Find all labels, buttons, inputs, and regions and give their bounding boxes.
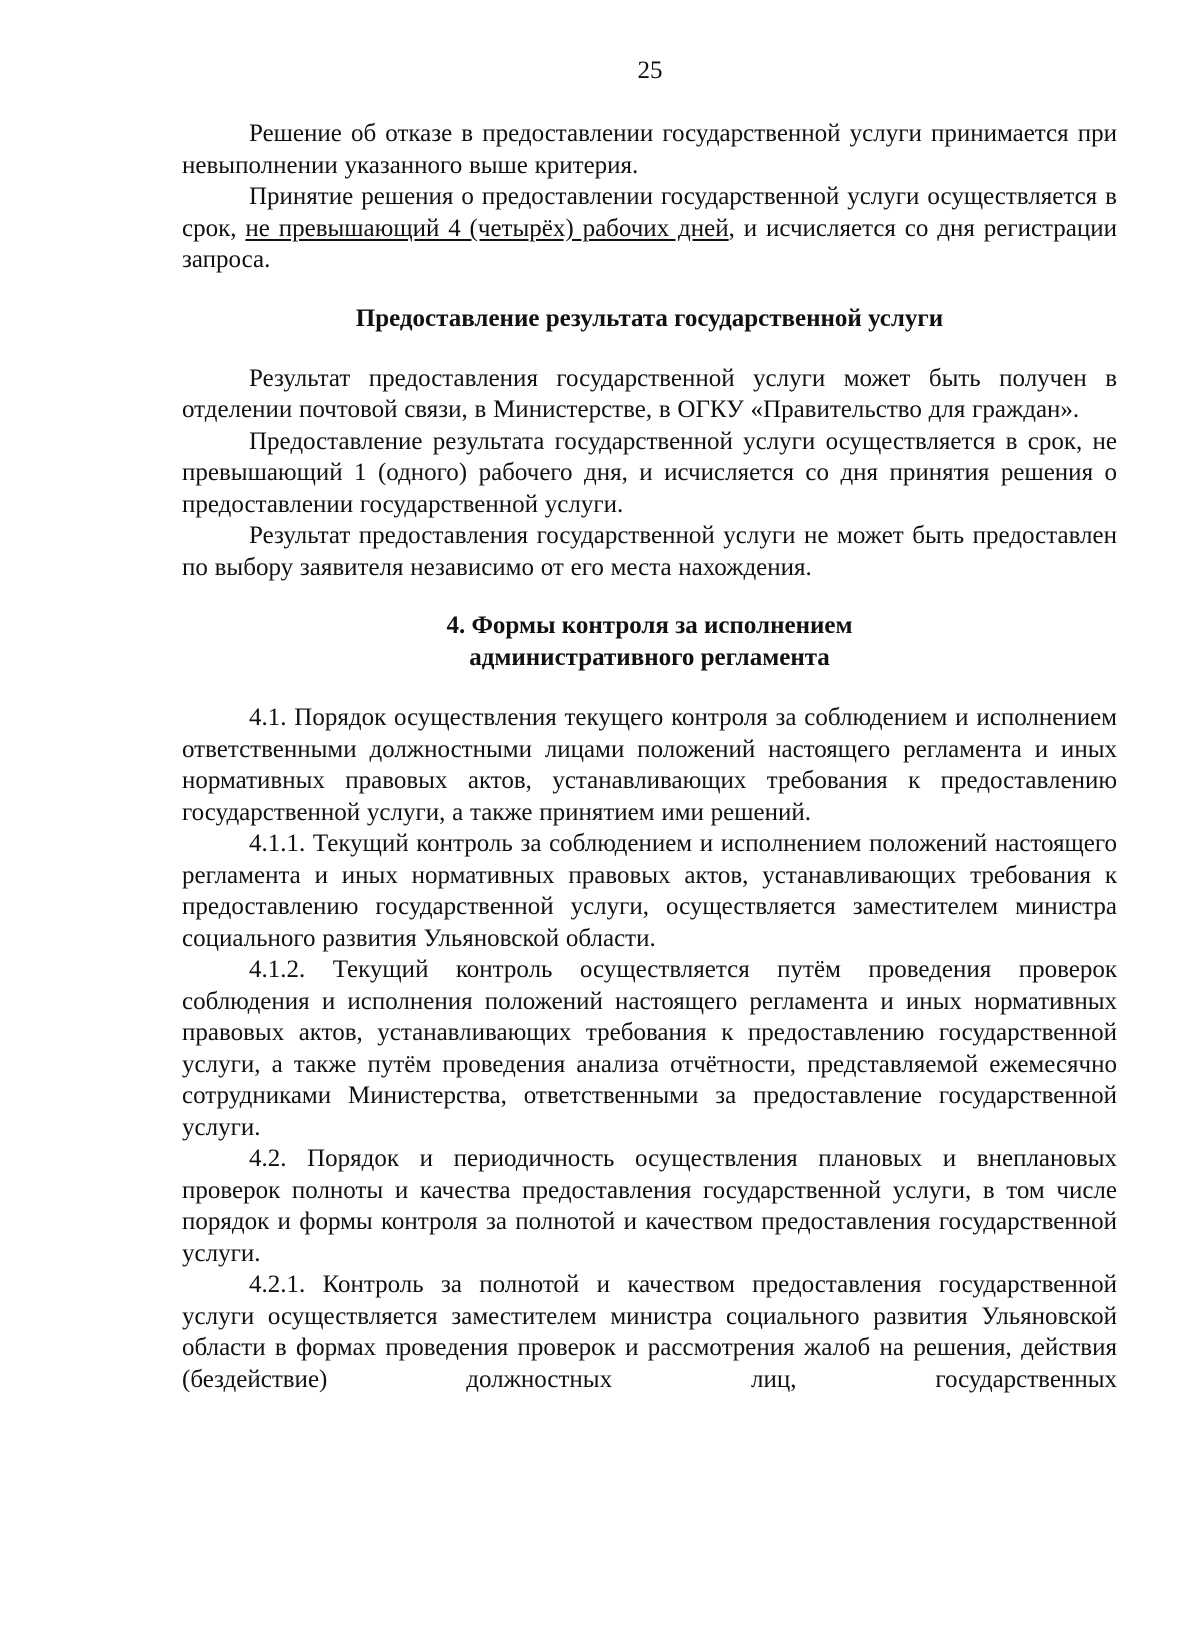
page-number: 25 — [637, 57, 663, 84]
deadline-underlined-text: не превышающий 4 (четырёх) рабочих дней — [245, 214, 729, 242]
paragraph-4-1-2: 4.1.2. Текущий контроль осуществляется путём проведения проверок соблюдения и исполнения положений настоящего регламента и иных нормативных правовых актов, устанавливающих требования к предоставлению государственной услуги, а также путём проведения анализа отчётности, представляемой ежемесячно сотрудниками Министерства, ответственными за предоставление государственной услуги. — [182, 956, 1117, 1141]
deadline-text-before: Принятие решения о предоставлении государственной услуги осуществляется в срок, — [182, 183, 1117, 242]
paragraph-4-2: 4.2. Порядок и периодичность осуществления плановых и внеплановых проверок полноты и качества предоставления государственной услуги, в том числе порядок и формы контроля за полнотой и качеством предоставления государственной услуги. — [182, 1145, 1117, 1267]
document-body — [182, 118, 1117, 1395]
paragraph-decision-deadline — [182, 181, 1117, 276]
paragraph-4-1: 4.1. Порядок осуществления текущего контроля за соблюдением и исполнением ответственными должностными лицами положений настоящего регламента и иных нормативных правовых актов, устанавливающих требования к предоставлению государственной услуги, а также принятием ими решений. — [182, 704, 1117, 826]
paragraph-result-location: Результат предоставления государственной услуги может быть получен в отделении почтовой связи, в Министерстве, в ОГКУ «Правительство для граждан». — [182, 364, 1117, 423]
paragraph-result-choice: Результат предоставления государственной услуги не может быть предоставлен по выбору заявителя независимо от его места нахождения. — [182, 522, 1117, 581]
deadline-text-after: , и исчисляется со дня регистрации запроса. — [182, 214, 1118, 273]
section-heading-control — [182, 610, 1117, 674]
section-heading-control-line-2: административного регламента — [469, 644, 830, 671]
paragraph-result-deadline: Предоставление результата государственной услуги осуществляется в срок, не превышающий 1 (одного) рабочего дня, и исчисляется со дня принятия решения о предоставлении государственной услуги. — [182, 427, 1117, 518]
paragraph-4-1-1: 4.1.1. Текущий контроль за соблюдением и исполнением положений настоящего регламента и иных нормативных правовых актов, устанавливающих требования к предоставлению государственной услуги, осуществляется заместителем министра социального развития Ульяновской области. — [182, 830, 1117, 952]
section-heading-control-line-1: 4. Формы контроля за исполнением — [446, 612, 853, 639]
paragraph-4-2-1: 4.2.1. Контроль за полнотой и качеством предоставления государственной услуги осуществляется заместителем министра социального развития Ульяновской области в формах проведения проверок и рассмотрения жалоб на решения, действия (бездействие) должностных лиц, государственных — [182, 1271, 1117, 1393]
section-heading-result: Предоставление результата государственной услуги — [355, 304, 944, 332]
paragraph-refusal-decision: Решение об отказе в предоставлении государственной услуги принимается при невыполнении указанного выше критерия. — [182, 120, 1117, 179]
